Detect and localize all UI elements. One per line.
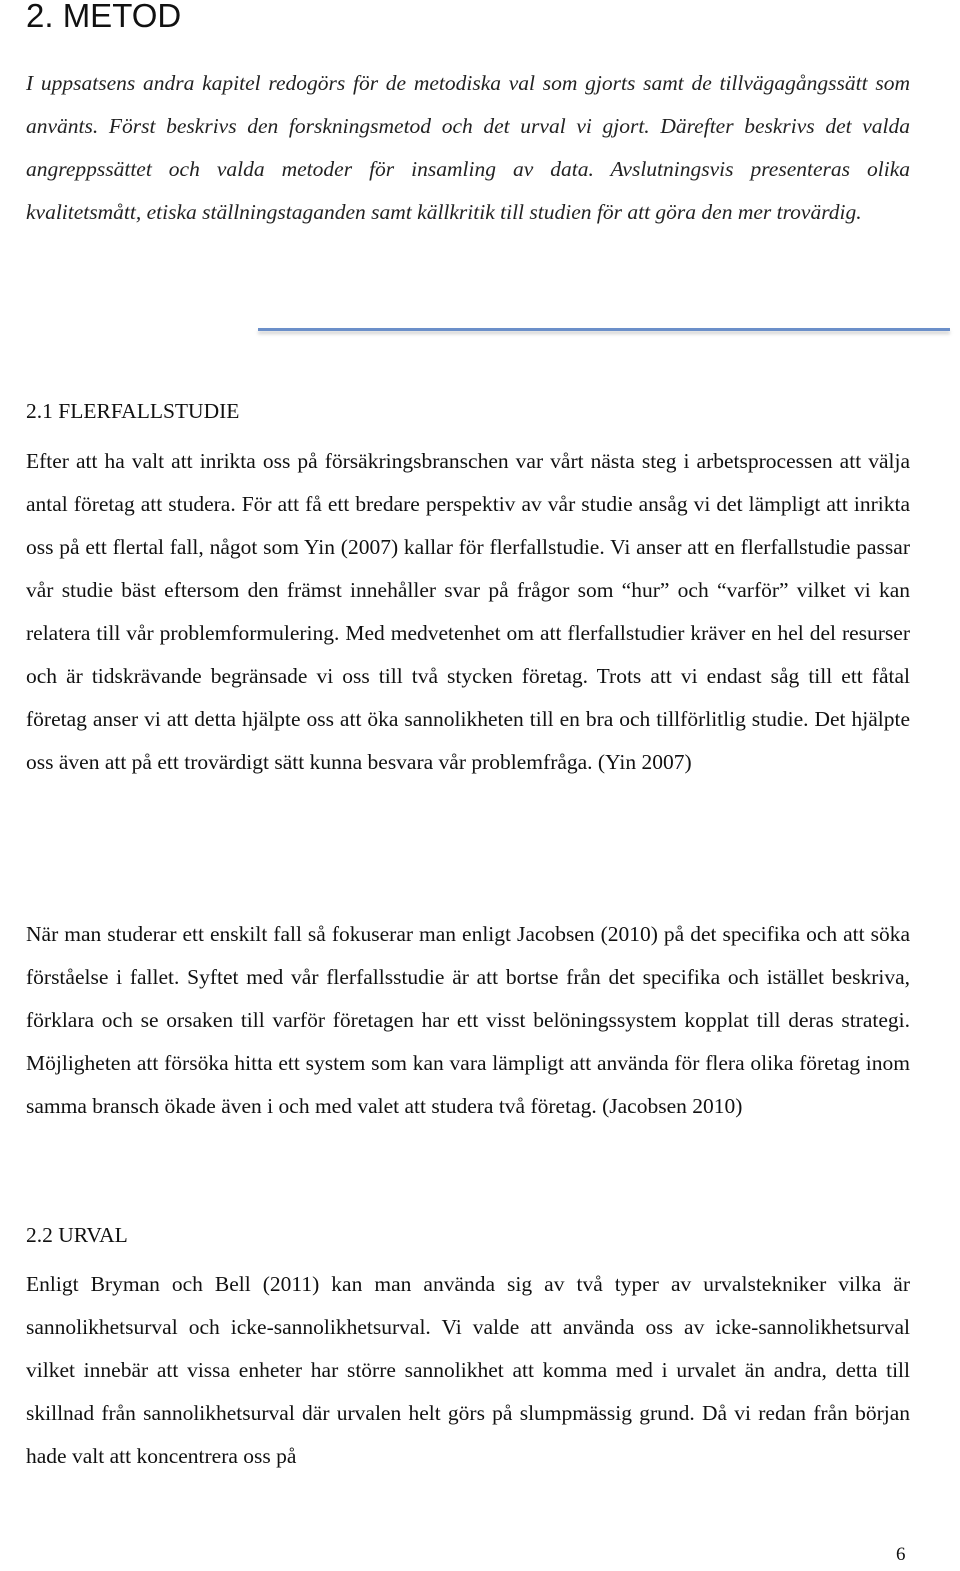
page-number: 6 [896, 1544, 906, 1565]
chapter-intro: I uppsatsens andra kapitel redogörs för de metodiska val som gjorts samt de tillvägagångssätt som använts. Först beskrivs den forskningsmetod och det urval vi gjort. Därefter beskrivs det valda angreppssättet och valda metoder för insamling av data. Avslutningsvis presenteras olika kvalitetsmått, etiska ställningstaganden samt källkritik till studien för att göra den mer trovärdig. [26, 71, 910, 224]
paragraph-urval-1: Enligt Bryman och Bell (2011) kan man använda sig av två typer av urvalstekniker vilka är sannolikhetsurval och icke-sannolikhetsurval. Vi valde att använda oss av icke-sannolikhetsurval vilket innebär att vissa enheter har större sannolikhet att komma med i urvalet än andra, detta till skillnad från sannolikhetsurval där urvalen helt görs på slumpmässig grund. Då vi redan från början hade valt att koncentrera oss på [26, 1272, 910, 1468]
section-heading-urval: 2.2 URVAL [26, 1223, 128, 1247]
section-heading-flerfallstudie: 2.1 FLERFALLSTUDIE [26, 399, 240, 423]
section-divider [258, 328, 950, 331]
paragraph-flerfallstudie-1: Efter att ha valt att inrikta oss på försäkringsbranschen var vårt nästa steg i arbetsprocessen att välja antal företag att studera. För att få ett bredare perspektiv av vår studie ansåg vi det lämpligt att inrikta oss på ett flertal fall, något som Yin (2007) kallar för flerfallstudie. Vi anser att en flerfallstudie passar vår studie bäst eftersom den främst innehåller svar på frågor som “hur” och “varför” vilket vi kan relatera till vår problemformulering. Med medvetenhet om att flerfallstudier kräver en hel del resurser och är tidskrävande begränsade vi oss till två stycken företag. Trots att vi endast såg till ett fåtal företag anser vi att detta hjälpte oss att öka sannolikheten till en bra och tillförlitlig studie. Det hjälpte oss även att på ett trovärdigt sätt kunna besvara vår problemfråga. (Yin 2007) [26, 449, 910, 774]
paragraph-flerfallstudie-2: När man studerar ett enskilt fall så fokuserar man enligt Jacobsen (2010) på det specifika och att söka förståelse i fallet. Syftet med vår flerfallsstudie är att bortse från det specifika och istället beskriva, förklara och se orsaken till varför företagen har ett visst belöningssystem kopplat till deras strategi. Möjligheten att försöka hitta ett system som kan vara lämpligt att använda för flera olika företag inom samma bransch ökade även i och med valet att studera två företag. (Jacobsen 2010) [26, 922, 910, 1118]
chapter-title: 2. METOD [26, 0, 182, 34]
